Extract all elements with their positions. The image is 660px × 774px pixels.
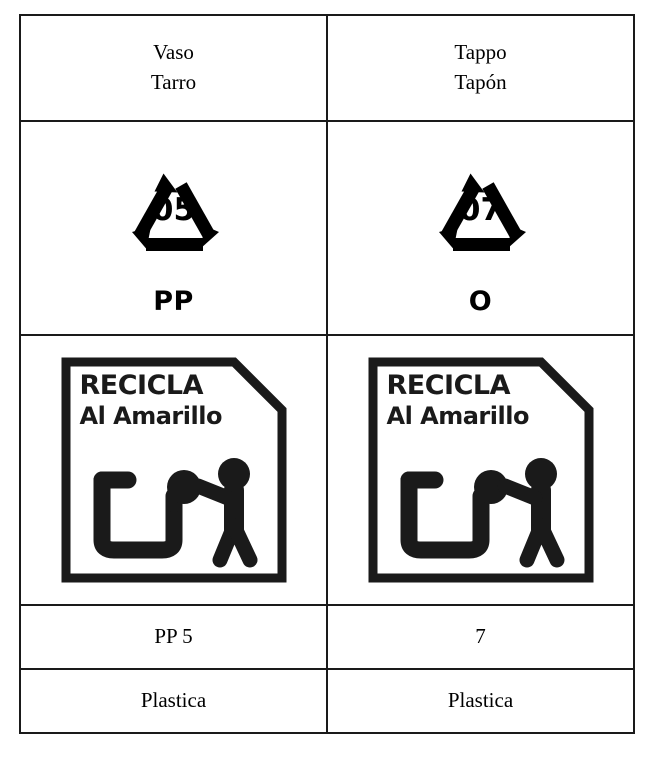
material-family-cup: Plastica	[140, 688, 207, 713]
table-cell-family-cup	[20, 669, 327, 733]
resin-code-number-cap: 07	[458, 191, 503, 228]
table-cell-material-cup	[20, 605, 327, 669]
badge-subtitle-cup: Al Amarillo	[79, 402, 222, 431]
badge-subtitle-cap: Al Amarillo	[386, 402, 529, 431]
material-family-cap: Plastica	[447, 688, 514, 713]
mobius-loop-icon	[99, 140, 249, 290]
component-name-es-cup: Tarro	[150, 70, 197, 94]
recycle-bin-person-icon	[365, 354, 597, 586]
component-name-es-cap: Tapón	[454, 70, 507, 94]
mobius-loop-icon	[406, 140, 556, 290]
badge-text-block-cup	[80, 372, 222, 430]
resin-code-abbr-cap: O	[468, 285, 493, 317]
recycle-bin-person-icon	[58, 354, 290, 586]
table-cell-component-cap	[327, 15, 634, 121]
badge-text-block-cap	[387, 372, 529, 430]
resin-code-number-cup: 05	[151, 191, 196, 228]
component-name-it-cup: Vaso	[153, 40, 194, 65]
badge-title-cap: RECICLA	[386, 370, 511, 401]
table-cell-component-cup	[20, 15, 327, 121]
table-row-resin-codes	[20, 121, 634, 335]
table-cell-resin-code-cup	[20, 121, 327, 335]
table-row-material-codes	[20, 605, 634, 669]
component-name-it-cap: Tappo	[454, 40, 507, 65]
table-cell-disposal-badge-cup	[20, 335, 327, 605]
material-code-cap: 7	[475, 624, 486, 649]
table-cell-material-cap	[327, 605, 634, 669]
table-cell-family-cap	[327, 669, 634, 733]
table-cell-resin-code-cap	[327, 121, 634, 335]
table-row-disposal-badges	[20, 335, 634, 605]
resin-code-abbr-cup: PP	[153, 285, 194, 317]
recycling-info-table	[19, 14, 635, 734]
badge-title-cup: RECICLA	[79, 370, 204, 401]
table-cell-disposal-badge-cap	[327, 335, 634, 605]
material-code-cup: PP 5	[154, 624, 193, 649]
table-row-material-family	[20, 669, 634, 733]
table-row-component-names	[20, 15, 634, 121]
